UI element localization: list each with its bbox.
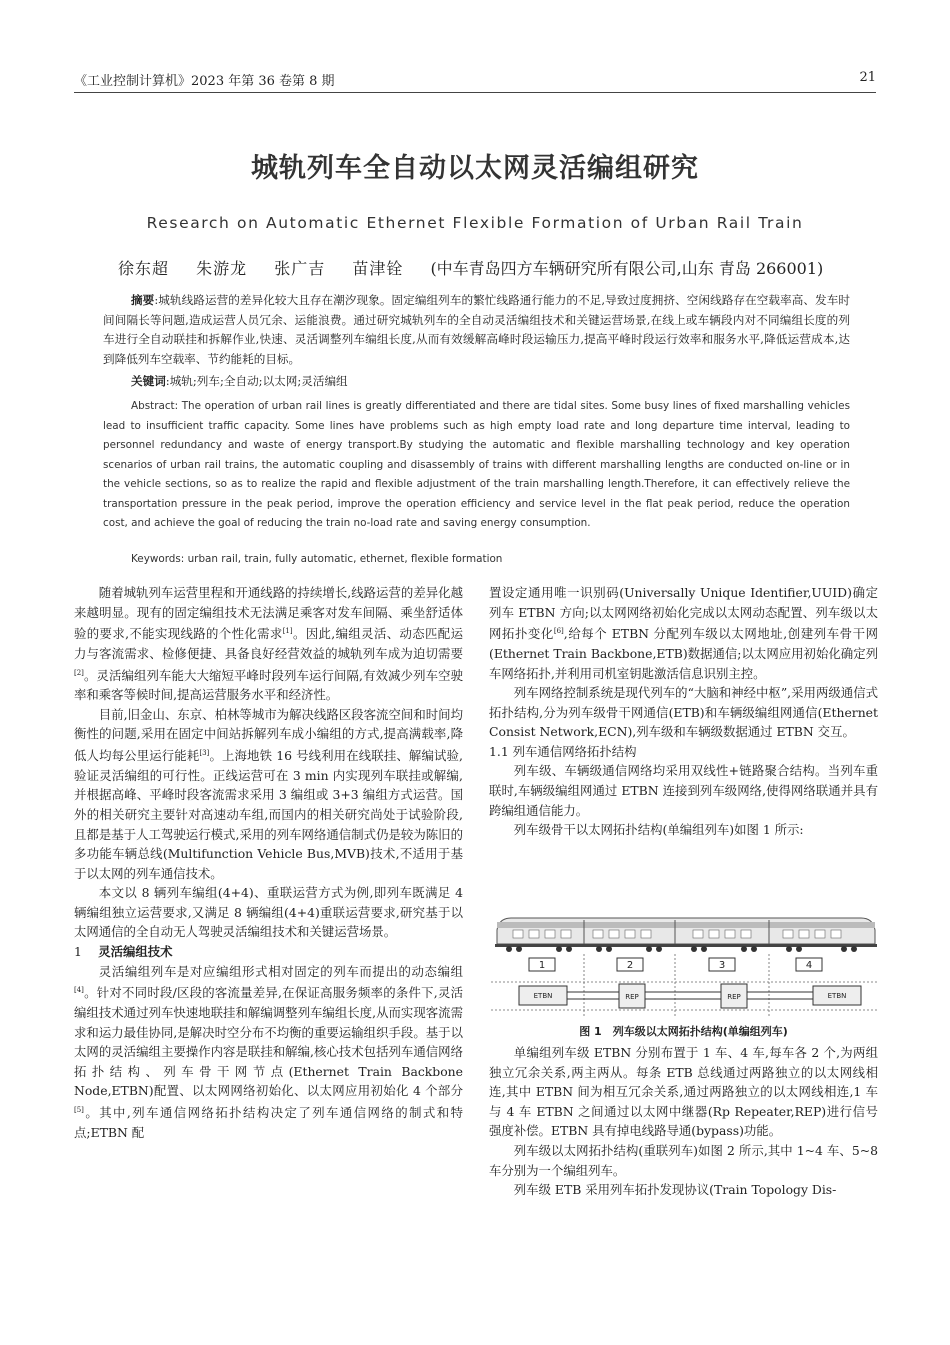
paragraph: 目前,旧金山、东京、柏林等城市为解决线路区段客流空间和时间均衡性的问题,采用在固定中间站拆解列车成小编组的方式,提高满载率,降低人均每公里运行能耗[3]。上海地铁 16 号线利用在线联挂、解编试验,验证灵活编组的可行性。正线运营可在 3 min 内实现列车联挂或解编,并根据高峰、平峰时段客流需求采用 3 编组或 3+3 编组方式运营。国外的相关研究主要针对高速动车组,而国内的相关研究尚处于试验阶段,且都是基于人工驾驶运行模式,采用的列车网络通信制式仍是较为陈旧的多功能车辆总线(Multifunction Vehicle Bus,MVB)技术,不适用于基于以太网的列车通信技术。 — [74, 706, 463, 881]
abstract-en: Abstract: The operation of urban rail lines is greatly differentiated and there are tidal sites. Some busy lines of fixed marshalling vehicles lead to insufficient traffic capacity. Some lines have problems such as high empty load rate and long departure time interval, leading to personnel redundancy and waste of energy transport.By studying the automatic and flexible marshalling technology and key operation scenarios of urban rail trains, the automatic coupling and disassembly of trains with different marshalling lengths are conducted on-line or in the vehicle sections, so as to realize the rapid and flexible adjustment of the train marshalling length.Therefore, it can effectively relieve the transportation pressure in the peak period, improve the operation efficiency and service level in the flat peak period, reduce the operation cost, and achieve the goal of reducing the train no-load rate and saving energy consumption. — [103, 400, 850, 529]
etbn-right-label: ETBN — [827, 992, 847, 1000]
section-heading: 1 灵活编组技术 — [74, 944, 173, 960]
keywords-cn — [131, 373, 348, 389]
section-heading: 1.1 列车通信网络拓扑结构 — [489, 743, 637, 759]
author-3: 张广吉 — [274, 259, 326, 278]
abstract-text: :城轨线路运营的差异化较大且存在潮汐现象。固定编组列车的繁忙线路通行能力的不足,导致过度拥挤、空闲线路存在空载率高、发车时间间隔长等问题,造成运营人员冗余、运能浪费。通过研究城轨列车的全自动灵活编组技术和关键运营场景,在线上或车辆段内对不同编组长度的列车进行全自动联挂和拆解作业,快速、灵活调整列车编组长度,从而有效缓解高峰时段运输压力,提高平峰时段运行效率和服务水平,降低运营成本,达到降低列车空载率、节约能耗的目标。 — [103, 293, 850, 366]
author-4: 苗津铨 — [352, 259, 404, 278]
rep-right-label: REP — [727, 993, 741, 1001]
paragraph: 单编组列车级 ETBN 分别布置于 1 车、4 车,每车各 2 个,为两组独立冗余关系,两主两从。每条 ETB 总线通过两路独立的以太网线相连,其中 ETBN 间为相互冗余关系,通过两路独立的以太网线相连,1 车与 4 车 ETBN 之间通过以太网中继器(Rp Repeater,REP)进行信号强度补偿。ETBN 具有掉电线路导通(bypass)功能。 — [489, 1045, 878, 1139]
train-illustration — [495, 918, 877, 952]
abstract-cn — [103, 291, 850, 369]
paragraph: 列车级以太网拓扑结构(重联列车)如图 2 所示,其中 1~4 车、5~8 车分别为一个编组列车。 — [489, 1142, 878, 1178]
left-column — [74, 583, 463, 1142]
abstract-label: 摘要 — [131, 293, 155, 307]
paragraph: 列车级 ETB 采用列车拓扑发现协议(Train Topology Dis- — [513, 1182, 837, 1198]
paragraph: 随着城轨列车运营里程和开通线路的持续增长,线路运营的差异化越来越明显。现有的固定编组技术无法满足乘客对发车间隔、乘坐舒适体验的要求,不能实现线路的个性化需求[1]。因此,编组灵活、动态匹配运力与客流需求、检修便捷、具备良好经营效益的城轨列车成为迫切需要[2]。灵活编组列车能大大缩短平峰时段列车运行间隔,有效减少列车空驶率和乘客等候时间,提高运营服务水平和经济性。 — [74, 585, 463, 703]
affiliation: (中车青岛四方车辆研究所有限公司,山东 青岛 266001) — [430, 259, 824, 278]
author-line — [118, 256, 823, 279]
paragraph: 本文以 8 辆列车编组(4+4)、重联运营方式为例,即列车既满足 4 辆编组独立运营要求,又满足 8 辆编组(4+4)重联运营要求,研究基于以太网通信的全自动无人驾驶灵活编组技术和关键运营场景。 — [74, 885, 463, 940]
paragraph: 列车级骨干以太网拓扑结构(单编组列车)如图 1 所示: — [513, 822, 804, 838]
english-title: Research on Automatic Ethernet Flexible Formation of Urban Rail Train — [146, 214, 804, 232]
author-2: 朱游龙 — [196, 259, 248, 278]
paper-title: 城轨列车全自动以太网灵活编组研究 — [251, 153, 699, 184]
journal-header: 《工业控制计算机》2023 年第 36 卷第 8 期 — [74, 74, 335, 89]
keywords-label: 关键词 — [131, 374, 166, 388]
car-label-2: 2 — [626, 960, 634, 971]
paragraph: 列车级、车辆级通信网络均采用双线性+链路聚合结构。当列车重联时,车辆级编组网通过 ETBN 连接到列车级网络,使得网络联通并具有跨编组通信能力。 — [489, 763, 878, 818]
right-column-bottom — [489, 1043, 878, 1200]
figure-1 — [489, 912, 878, 1017]
etbn-left-label: ETBN — [533, 992, 553, 1000]
keywords-en: Keywords: urban rail, train, fully automatic, ethernet, flexible formation — [131, 553, 503, 565]
paragraph: 置设定通用唯一识别码(Universally Unique Identifier,UUID)确定列车 ETBN 方向;以太网网络初始化完成以太网动态配置、列车级以太网拓扑变化[6],给每个 ETBN 分配列车级以太网地址,创建列车骨干网(Ethernet Train Backbone,ETB)数据通信;以太网应用初始化确定列车网络拓扑,并利用司机室钥匙激活信息识别主控。 — [489, 585, 879, 681]
paragraph: 列车网络控制系统是现代列车的“大脑和神经中枢”,采用两级通信式拓扑结构,分为列车级骨干网通信(ETB)和车辆级编组网通信(Ethernet Consist Network,ECN),列车级和车辆级数据通过 ETBN 交互。 — [489, 685, 878, 740]
keywords-text: :城轨;列车;全自动;以太网;灵活编组 — [165, 374, 348, 388]
right-column-top — [489, 583, 878, 840]
car-label-4: 4 — [805, 960, 813, 971]
header-rule — [74, 92, 876, 93]
car-label-3: 3 — [718, 960, 726, 971]
car-label-1: 1 — [538, 960, 546, 971]
paragraph: 灵活编组列车是对应编组形式相对固定的列车而提出的动态编组[4]。针对不同时段/区段的客流量差异,在保证高服务频率的条件下,灵活编组技术通过列车快速地联挂和解编调整列车编组长度,从而实现客流需求和运力最佳协同,是解决时空分布不均衡的重要运输组织手段。基于以太网的灵活编组主要操作内容是联挂和解编,核心技术包括列车通信网络拓扑结构、列车骨干网节点(Ethernet Train Backbone Node,ETBN)配置、以太网网络初始化、以太网应用初始化 4 个部分[5]。其中,列车通信网络拓扑结构决定了列车通信网络的制式和特点;ETBN 配 — [74, 963, 463, 1140]
figure-caption: 图 1 列车级以太网拓扑结构(单编组列车) — [579, 1025, 788, 1038]
rep-left-label: REP — [625, 993, 639, 1001]
page-number: 21 — [859, 70, 876, 85]
author-1: 徐东超 — [118, 259, 170, 278]
